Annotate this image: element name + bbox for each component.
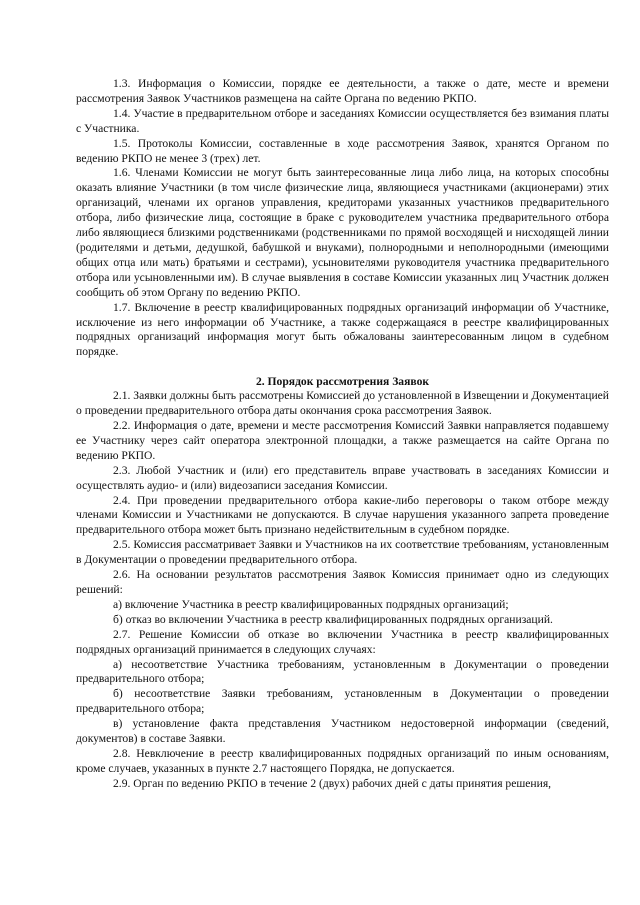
list-item-2-7-c: в) установление факта представления Участником недостоверной информации (сведений, документов) в составе Заявки. (76, 717, 609, 746)
paragraph-1-6: 1.6. Членами Комиссии не могут быть заинтересованные лица либо лица, на которых способны оказать влияние Участники (в том числе физические лица, являющиеся участниками (акционерами) этих организаций, членами их органов управления, кредиторами указанных участников предварительного отбора, либо физические лица, состоящие в браке с руководителем участника предварительного отбора либо являющиеся близкими родственниками (родственниками по прямой восходящей и нисходящей линии (родителями и детьми, дедушкой, бабушкой и внуками), полнородными и неполнородными (имеющими общих отца или мать) братьями и сестрами), усыновителями руководителя участника предварительного отбора или усыновленными им). В случае выявления в составе Комиссии указанных лиц Участник должен сообщить об этом Органу по ведению РКПО. (76, 166, 609, 299)
list-item-2-6-a: а) включение Участника в реестр квалифицированных подрядных организаций; (113, 597, 509, 611)
paragraph-2-7: 2.7. Решение Комиссии об отказе во включении Участника в реестр квалифицированных подрядных организаций принимается в следующих случаях: (76, 627, 609, 656)
paragraph-1-7: 1.7. Включение в реестр квалифицированных подрядных организаций информации об Участнике, исключение из него информации об Участнике, а также содержащаяся в реестре квалифицированных подрядных организаций информация могут быть обжалованы заинтересованным лицом в судебном порядке. (76, 300, 609, 359)
paragraph-2-9: 2.9. Орган по ведению РКПО в течение 2 (двух) рабочих дней с даты принятия решения, (113, 776, 552, 790)
section-2-heading: 2. Порядок рассмотрения Заявок (255, 375, 430, 389)
document-body (76, 77, 609, 792)
list-item-2-7-a: а) несоответствие Участника требованиям, установленным в Документации о проведении предварительного отбора; (76, 657, 609, 686)
paragraph-1-4: 1.4. Участие в предварительном отборе и заседаниях Комиссии осуществляется без взимания платы с Участника. (76, 106, 609, 135)
paragraph-1-5: 1.5. Протоколы Комиссии, составленные в ходе рассмотрения Заявок, хранятся Органом по ведению РКПО не менее 3 (трех) лет. (76, 136, 609, 165)
paragraph-2-5: 2.5. Комиссия рассматривает Заявки и Участников на их соответствие требованиям, установленным в Документации о проведении предварительного отбора. (76, 538, 609, 567)
paragraph-2-6: 2.6. На основании результатов рассмотрения Заявок Комиссия принимает одно из следующих решений: (76, 568, 609, 596)
paragraph-1-3: 1.3. Информация о Комиссии, порядке ее деятельности, а также о дате, месте и времени рассмотрения Заявок Участников размещена на сайте Органа по ведению РКПО. (76, 77, 609, 105)
paragraph-2-2: 2.2. Информация о дате, времени и месте рассмотрения Комиссий Заявки направляется подавшему ее Участнику через сайт оператора электронной площадки, а также размещается на сайте Органа по ведению РКПО. (76, 419, 609, 462)
paragraph-2-3: 2.3. Любой Участник и (или) его представитель вправе участвовать в заседаниях Комиссии и осуществлять аудио- и (или) видеозаписи заседания Комиссии. (76, 463, 609, 492)
list-item-2-7-b: б) несоответствие Заявки требованиям, установленным в Документации о проведении предварительного отбора; (76, 687, 609, 716)
paragraph-2-1: 2.1. Заявки должны быть рассмотрены Комиссией до установленной в Извещении и Документацией о проведении предварительного отбора даты окончания срока рассмотрения Заявок. (76, 389, 609, 418)
paragraph-2-8: 2.8. Невключение в реестр квалифицированных подрядных организаций по иным основаниям, кроме случаев, указанных в пункте 2.7 настоящего Порядка, не допускается. (76, 746, 609, 775)
paragraph-2-4: 2.4. При проведении предварительного отбора какие-либо переговоры о таком отборе между членами Комиссии и Участниками не допускаются. В случае нарушения указанного запрета проведение предварительного отбора может быть признано недействительным в судебном порядке. (76, 493, 609, 537)
list-item-2-6-b: б) отказ во включении Участника в реестр квалифицированных подрядных организаций. (113, 612, 553, 626)
